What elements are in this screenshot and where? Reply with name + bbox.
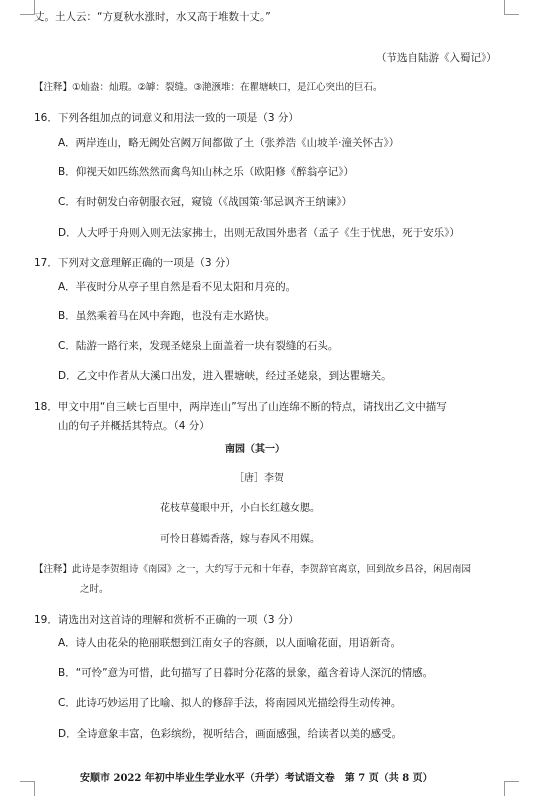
- q18-line-1: 18．甲文中用“自三峡七百里中，两岸连山”写出了山连绵不断的特点，请找出乙文中描写: [34, 401, 447, 413]
- q19-stem: 19．请选出对这首诗的理解和赏析不正确的一项（3 分）: [34, 614, 299, 626]
- q16-stem: 16．下列各组加点的词意义和用法一致的一项是（3 分）: [34, 112, 299, 124]
- poem-line-1: 花枝草蔓眼中开，小白长红越女腮。: [160, 503, 320, 514]
- q19-option-a: A．诗人由花朵的艳丽联想到江南女子的容颜，以人面喻花面，用语新奇。: [58, 637, 402, 649]
- annotation-2-line-2: 之时。: [80, 584, 109, 595]
- q16-option-b: B．仰视天如匹练然然而禽鸟知山林之乐（欧阳修《醉翁亭记》）: [58, 166, 354, 178]
- q19-option-d: D．全诗意象丰富，色彩缤纷，视听结合，画面感强，给读者以美的感受。: [58, 728, 403, 740]
- q18-line-2: 山的句子并概括其特点。（4 分）: [58, 420, 210, 432]
- poem-author: ［唐］李贺: [234, 473, 284, 484]
- q17-option-b: B．虽然乘着马在风中奔跑，也没有走水路快。: [58, 310, 276, 322]
- poem-title: 南园（其一）: [225, 444, 285, 455]
- crop-mark-top-left: [20, 0, 35, 15]
- passage-tail: 丈。土人云：“方夏秋水涨时，水又高于堆数十丈。”: [34, 11, 271, 23]
- source-citation: （节选自陆游《入蜀记》）: [376, 52, 497, 64]
- q17-option-c: C．陆游一路行来，发现圣姥泉上面盖着一块有裂缝的石头。: [58, 340, 339, 352]
- q17-option-d: D．乙文中作者从大溪口出发，进入瞿塘峡，经过圣姥泉，到达瞿塘关。: [58, 370, 392, 382]
- crop-mark-bottom-left: [20, 781, 35, 796]
- page-footer: 安顺市 2022 年初中毕业生学业水平（升学）考试语文卷 第 7 页（共 8 页）: [80, 773, 433, 784]
- annotation-2-line-1: 【注释】此诗是李贺组诗《南园》之一，大约写于元和十年春，李贺辞官离京，回到故乡昌谷，闲居南园: [34, 564, 472, 575]
- q17-option-a: A．半夜时分从亭子里自然是看不见太阳和月亮的。: [58, 281, 297, 293]
- q16-option-a: A．两岸连山，略无阙处宫阙万间都做了土（张养浩《山坡羊·潼关怀古》）: [58, 137, 400, 149]
- poem-line-2: 可怜日暮嫣香落，嫁与春风不用媒。: [160, 534, 320, 545]
- q19-option-c: C．此诗巧妙运用了比喻、拟人的修辞手法，将南园风光描绘得生动传神。: [58, 697, 402, 709]
- crop-mark-bottom-right: [504, 781, 519, 796]
- q16-option-c: C．有时朝发白帝朝服衣冠，窥镜（《战国策·邹忌讽齐王纳谏》）: [58, 196, 353, 208]
- q19-option-b: B．“可怜”意为可惜，此句描写了日暮时分花落的景象，蕴含着诗人深沉的情感。: [58, 667, 434, 679]
- q16-option-d: D．人大呼于舟则入则无法家拂士，出则无敌国外患者（孟子《生于忧患，死于安乐》）: [58, 227, 460, 239]
- annotation-1: 【注释】①灿盎：灿瑕。②罅：裂缝。③滟滪堆：在瞿塘峡口，是江心突出的巨石。: [34, 82, 383, 93]
- q17-stem: 17．下列对文意理解正确的一项是（3 分）: [34, 257, 236, 269]
- crop-mark-top-right: [504, 0, 519, 15]
